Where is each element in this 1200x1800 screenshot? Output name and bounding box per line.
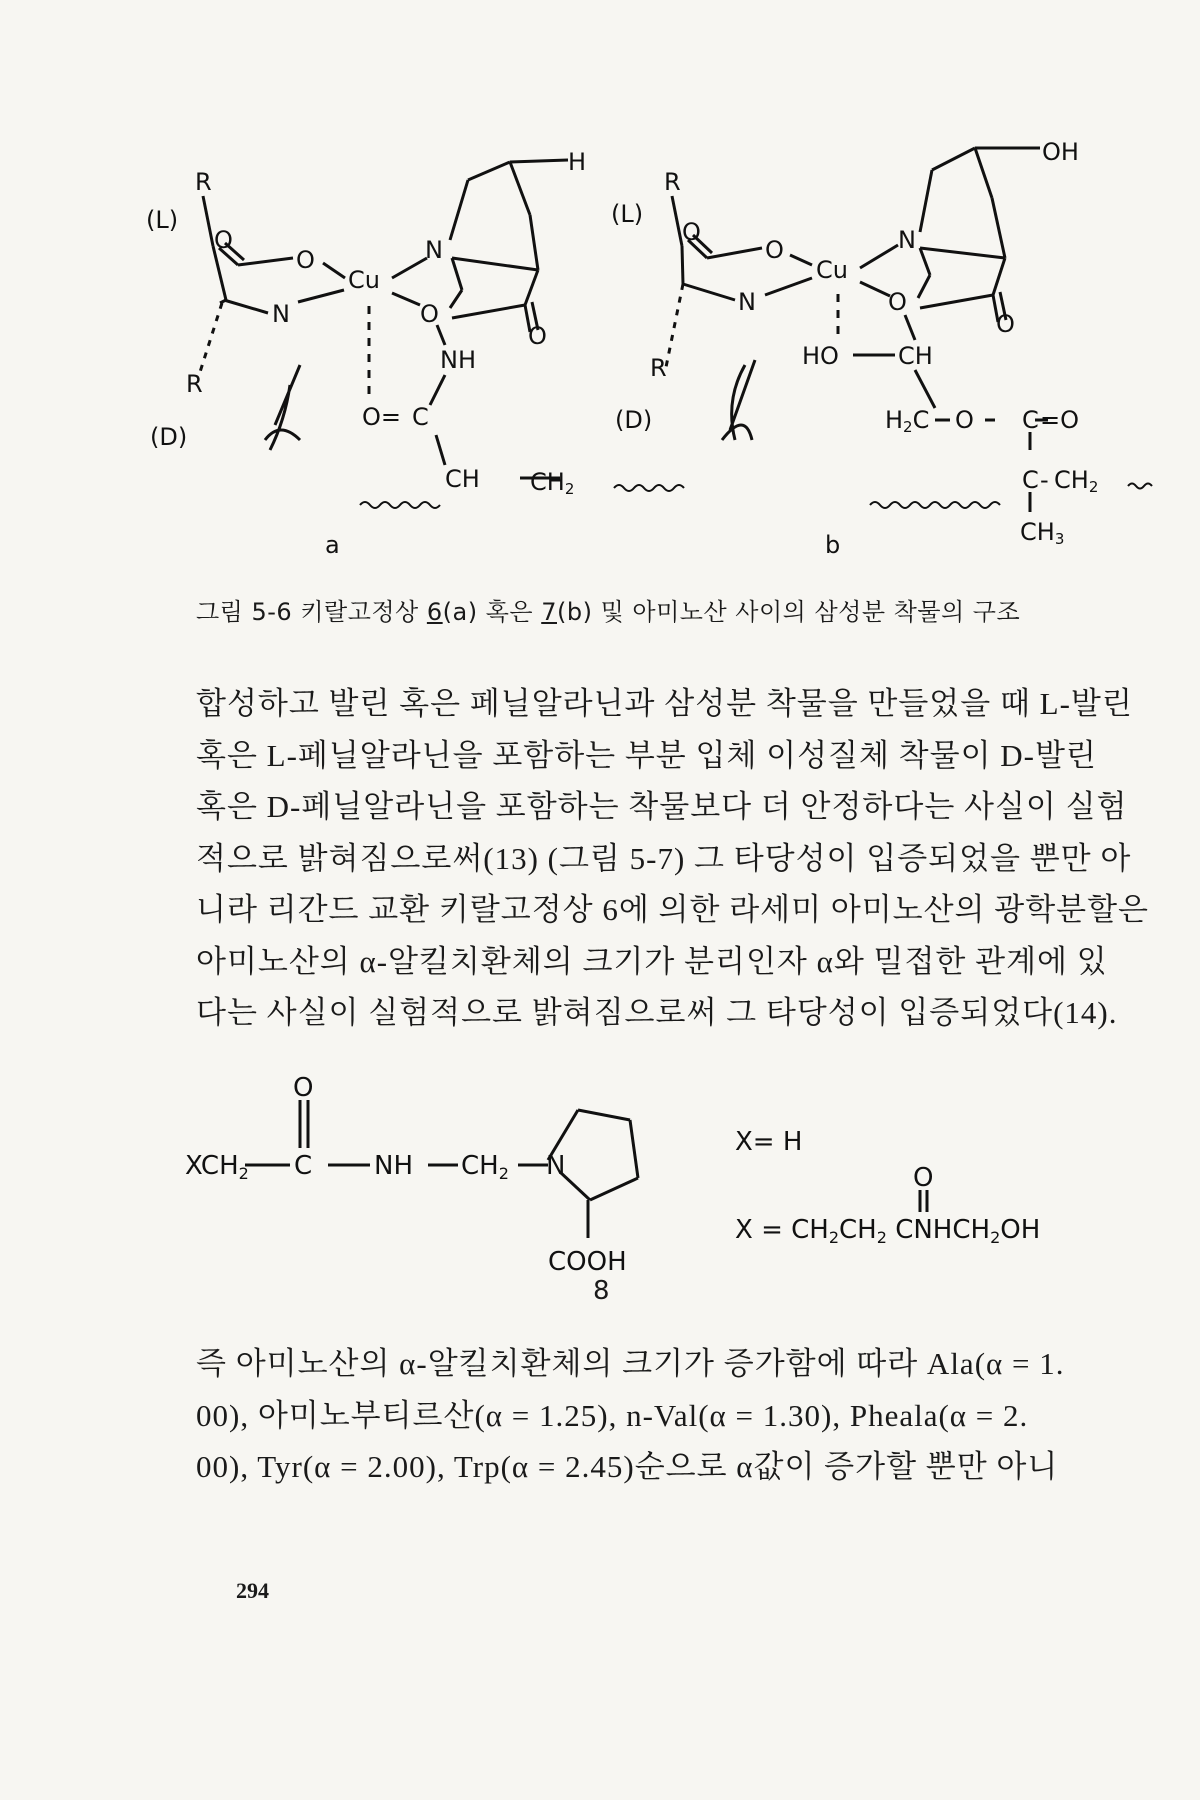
- structure-b: [665, 148, 1152, 512]
- compound-8-COOH: COOH: [548, 1247, 627, 1277]
- structure-b-O-ring: O: [888, 288, 907, 316]
- structure-b-R-top: R: [664, 168, 681, 196]
- paragraph-line: 혹은 L-페닐알라닌을 포함하는 부분 입체 이성질체 착물이 D-발린: [196, 737, 1097, 773]
- structure-b-CH: CH: [898, 342, 933, 370]
- paragraph-line: 즉 아미노산의 α-알킬치환체의 크기가 증가함에 따라 Ala(α = 1.: [196, 1346, 1065, 1381]
- structure-a-O-carbonyl: O: [214, 226, 233, 254]
- paragraph-2: [196, 1338, 1065, 1493]
- structure-b-CH2-main: CH2: [1054, 466, 1099, 496]
- paragraph-line: 00), Tyr(α = 2.00), Trp(α = 2.45)순으로 α값이 증가할 뿐만 아니: [196, 1449, 1059, 1484]
- structure-b-O-link: O: [955, 406, 974, 434]
- structure-b-Cu: Cu: [816, 256, 848, 284]
- structure-b-N-amine: N: [738, 288, 756, 316]
- structure-b-letter: b: [825, 531, 841, 559]
- compound-8-X2: X = CH2CH2 CNHCH2OH: [735, 1215, 1041, 1247]
- structure-b-O-keto: O: [996, 310, 1015, 338]
- structure-a-R-top: R: [195, 168, 212, 196]
- figure-caption: [196, 592, 1096, 627]
- paragraph-line: 00), 아미노부티르산(α = 1.25), n-Val(α = 1.30), Pheala(α = 2.: [196, 1397, 1029, 1433]
- paragraph-1: [196, 678, 1149, 1039]
- structure-b-L-label: (L): [611, 200, 644, 228]
- structure-a-O-amide: O=: [362, 403, 401, 431]
- caption-prefix: 그림 5-6 키랄고정상: [196, 598, 427, 626]
- compound-8-number: 8: [593, 1276, 610, 1306]
- compound-8-O-top: O: [293, 1073, 314, 1103]
- structure-a-NH: NH: [440, 346, 476, 374]
- structure-b-O-ester: =O: [1040, 406, 1079, 434]
- page-number: 294: [236, 1578, 269, 1603]
- structure-a-CH: CH: [445, 465, 480, 493]
- paragraph-line: 다는 사실이 실험적으로 밝혀짐으로써 그 타당성이 입증되었다(14).: [196, 995, 1118, 1030]
- caption-ref-6: 6: [426, 598, 443, 626]
- structure-b-N-ring: N: [898, 226, 916, 254]
- structure-b-C-main: C: [1022, 466, 1039, 494]
- caption-ref-7: 7: [541, 598, 557, 626]
- structure-b-CH3: CH3: [1020, 518, 1065, 548]
- structure-a-O-keto: O: [528, 322, 547, 350]
- structure-b-H2C: H2C: [885, 406, 930, 436]
- compound-8-X-H: X= H: [735, 1127, 803, 1157]
- structure-a-D-label: (D): [150, 423, 188, 451]
- structure-a-O-bridge: O: [296, 246, 315, 274]
- compound-8-XCH2: XCH2: [185, 1151, 249, 1183]
- structure-a-R-bottom: R: [186, 370, 203, 398]
- paragraph-line: 합성하고 발린 혹은 페닐알라닌과 삼성분 착물을 만들었을 때 L-발린: [196, 686, 1133, 721]
- structure-b-OH: OH: [1042, 138, 1079, 166]
- structure-a-CH2: CH2: [530, 468, 575, 498]
- paragraph-line: 아미노산의 α-알킬치환체의 크기가 분리인자 α와 밀접한 관계에 있: [196, 943, 1108, 979]
- structure-a-labels: [146, 148, 586, 559]
- structure-b-C-ester: C: [1022, 406, 1039, 434]
- structure-a-C-amide: C: [412, 403, 429, 431]
- compound-8-NH: NH: [374, 1151, 413, 1181]
- structure-a-O-ring: O: [420, 300, 439, 328]
- structure-b-O-carbonyl: O: [682, 218, 701, 246]
- caption-mid: (a) 혹은: [442, 598, 542, 626]
- structure-a-L-label: (L): [146, 206, 179, 234]
- structure-a-H: H: [568, 148, 587, 176]
- compound-8-N: N: [546, 1151, 566, 1181]
- structure-a-Cu: Cu: [348, 266, 380, 294]
- structure-b-R-bottom: R: [650, 354, 667, 382]
- paragraph-line: 혹은 D-페닐알라닌을 포함하는 착물보다 더 안정하다는 사실이 실험: [196, 789, 1128, 824]
- caption-rest: (b) 및 아미노산 사이의 삼성분 착물의 구조: [557, 598, 1021, 626]
- compound-8-C: C: [294, 1151, 313, 1181]
- paragraph-line: 적으로 밝혀짐으로써(13) (그림 5-7) 그 타당성이 입증되었을 뿐만 아: [196, 840, 1132, 876]
- paragraph-line: 니라 리간드 교환 키랄고정상 6에 의한 라세미 아미노산의 광학분할은: [196, 892, 1149, 927]
- figure-5-6-structures: [0, 0, 1200, 600]
- structure-b-HO: HO: [802, 342, 839, 370]
- compound-8-CH2: CH2: [461, 1151, 509, 1183]
- structure-a-N-amine: N: [272, 300, 290, 328]
- structure-b-D-label: (D): [615, 406, 653, 434]
- structure-b-labels: [611, 138, 1098, 559]
- compound-8-X2-O: O: [913, 1163, 934, 1193]
- structure-b-dash: -: [1040, 466, 1049, 494]
- structure-b-O-bridge: O: [765, 236, 784, 264]
- compound-8-structure: [0, 1060, 1200, 1300]
- structure-a-N-ring: N: [425, 236, 443, 264]
- structure-a-letter: a: [325, 531, 340, 559]
